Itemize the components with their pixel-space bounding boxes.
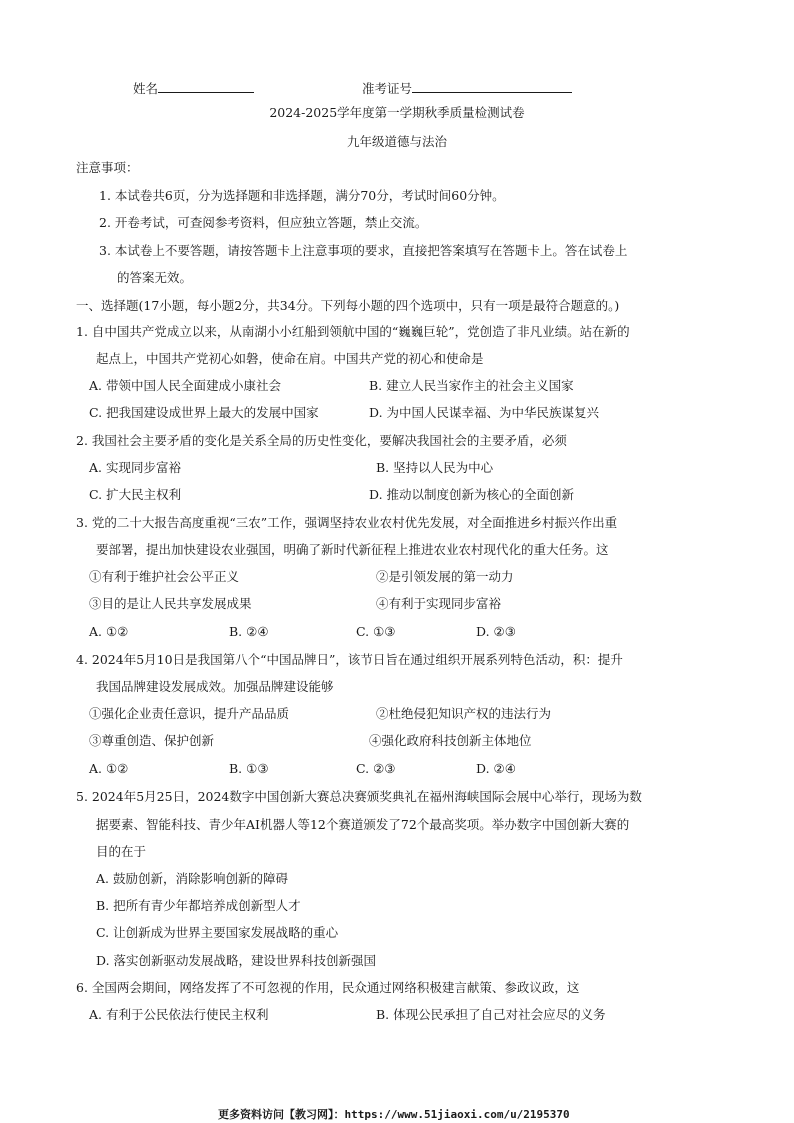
exam-id-field: [362, 79, 572, 97]
name-label: 姓名: [133, 81, 159, 96]
option-a: A. 带领中国人民全面建成小康社会: [89, 378, 281, 393]
question-stem: 2. 我国社会主要矛盾的变化是关系全局的历史性变化，要解决我国社会的主要矛盾，必须: [76, 433, 567, 448]
question-stem: 1. 自中国共产党成立以来，从南湖小小红船到领航中国的“巍巍巨轮”，党创造了非凡业绩。站在新的: [76, 324, 630, 339]
option-a: A. 实现同步富裕: [89, 460, 181, 475]
statement: ①有利于维护社会公平正义: [89, 569, 240, 584]
option-b: B. ①③: [229, 761, 269, 776]
option-c: C. ②③: [356, 761, 396, 776]
name-field: [133, 79, 254, 97]
option-a: A. 鼓励创新，消除影响创新的障碍: [96, 871, 288, 886]
name-blank: [158, 79, 254, 93]
statement: ①强化企业责任意识，提升产品品质: [89, 706, 290, 721]
question-stem: 我国品牌建设发展成效。加强品牌建设能够: [96, 679, 334, 694]
option-a: A. 有利于公民依法行使民主权利: [89, 1007, 269, 1022]
question-stem: 据要素、智能科技、青少年AI机器人等12个赛道颁发了72个最高奖项。举办数字中国创新大赛的: [96, 817, 630, 832]
statement: ④有利于实现同步富裕: [376, 596, 502, 611]
option-d: D. 为中国人民谋幸福、为中华民族谋复兴: [369, 405, 600, 420]
notice-item: 3. 本试卷上不要答题，请按答题卡上注意事项的要求，直接把答案填写在答题卡上。答在试卷上: [99, 243, 628, 258]
option-c: C. 让创新成为世界主要国家发展战略的重心: [96, 925, 339, 940]
option-c: C. 把我国建设成世界上最大的发展中国家: [89, 405, 319, 420]
option-b: B. 把所有青少年都培养成创新型人才: [96, 898, 301, 913]
option-c: C. ①③: [356, 624, 396, 639]
section-heading: 一、选择题(17小题，每小题2分，共34分。下列每小题的四个选项中，只有一项是最符合题意的。): [76, 298, 620, 313]
statement: ②杜绝侵犯知识产权的违法行为: [376, 706, 552, 721]
option-c: C. 扩大民主权利: [89, 487, 182, 502]
statement: ②是引领发展的第一动力: [376, 569, 514, 584]
exam-id-blank: [412, 79, 572, 93]
question-stem: 5. 2024年5月25日，2024数字中国创新大赛总决赛颁奖典礼在福州海峡国际会展中心举行，现场为数: [76, 789, 642, 804]
exam-id-label: 准考证号: [362, 81, 413, 96]
page-title: 2024-2025学年度第一学期秋季质量检测试卷: [269, 105, 525, 120]
notice-heading: 注意事项：: [76, 160, 139, 175]
statement: ③目的是让人民共享发展成果: [89, 596, 252, 611]
option-b: B. 体现公民承担了自己对社会应尽的义务: [376, 1007, 606, 1022]
option-d: D. ②③: [476, 624, 516, 639]
option-a: A. ①②: [89, 761, 129, 776]
question-stem: 6. 全国两会期间，网络发挥了不可忽视的作用，民众通过网络积极建言献策、参政议政，这: [76, 980, 580, 995]
question-stem: 要部署，提出加快建设农业强国，明确了新时代新征程上推进农业农村现代化的重大任务。这: [96, 542, 609, 557]
page-subtitle: 九年级道德与法治: [346, 134, 447, 149]
option-b: B. 坚持以人民为中心: [376, 460, 494, 475]
notice-item: 2. 开卷考试，可查阅参考资料，但应独立答题，禁止交流。: [99, 215, 428, 230]
option-d: D. ②④: [476, 761, 516, 776]
option-b: B. 建立人民当家作主的社会主义国家: [369, 378, 574, 393]
question-stem: 3. 党的二十大报告高度重视“三农”工作，强调坚持农业农村优先发展，对全面推进乡村振兴作出重: [76, 515, 618, 530]
notice-item: 1. 本试卷共6页，分为选择题和非选择题，满分70分，考试时间60分钟。: [99, 188, 505, 203]
notice-item: 的答案无效。: [117, 270, 193, 285]
option-b: B. ②④: [229, 624, 269, 639]
question-stem: 4. 2024年5月10日是我国第八个“中国品牌日”，该节日旨在通过组织开展系列特色活动，积：提升: [76, 652, 623, 667]
footer-link[interactable]: 更多资料访问【教习网】：https://www.51jiaoxi.com/u/2195370: [218, 1108, 570, 1121]
statement: ④强化政府科技创新主体地位: [369, 733, 532, 748]
question-stem: 起点上，中国共产党初心如磐，使命在肩。中国共产党的初心和使命是: [96, 351, 484, 366]
statement: ③尊重创造、保护创新: [89, 733, 215, 748]
option-d: D. 推动以制度创新为核心的全面创新: [369, 487, 575, 502]
question-stem: 目的在于: [96, 844, 147, 859]
option-a: A. ①②: [89, 624, 129, 639]
option-d: D. 落实创新驱动发展战略，建设世界科技创新强国: [96, 953, 377, 968]
